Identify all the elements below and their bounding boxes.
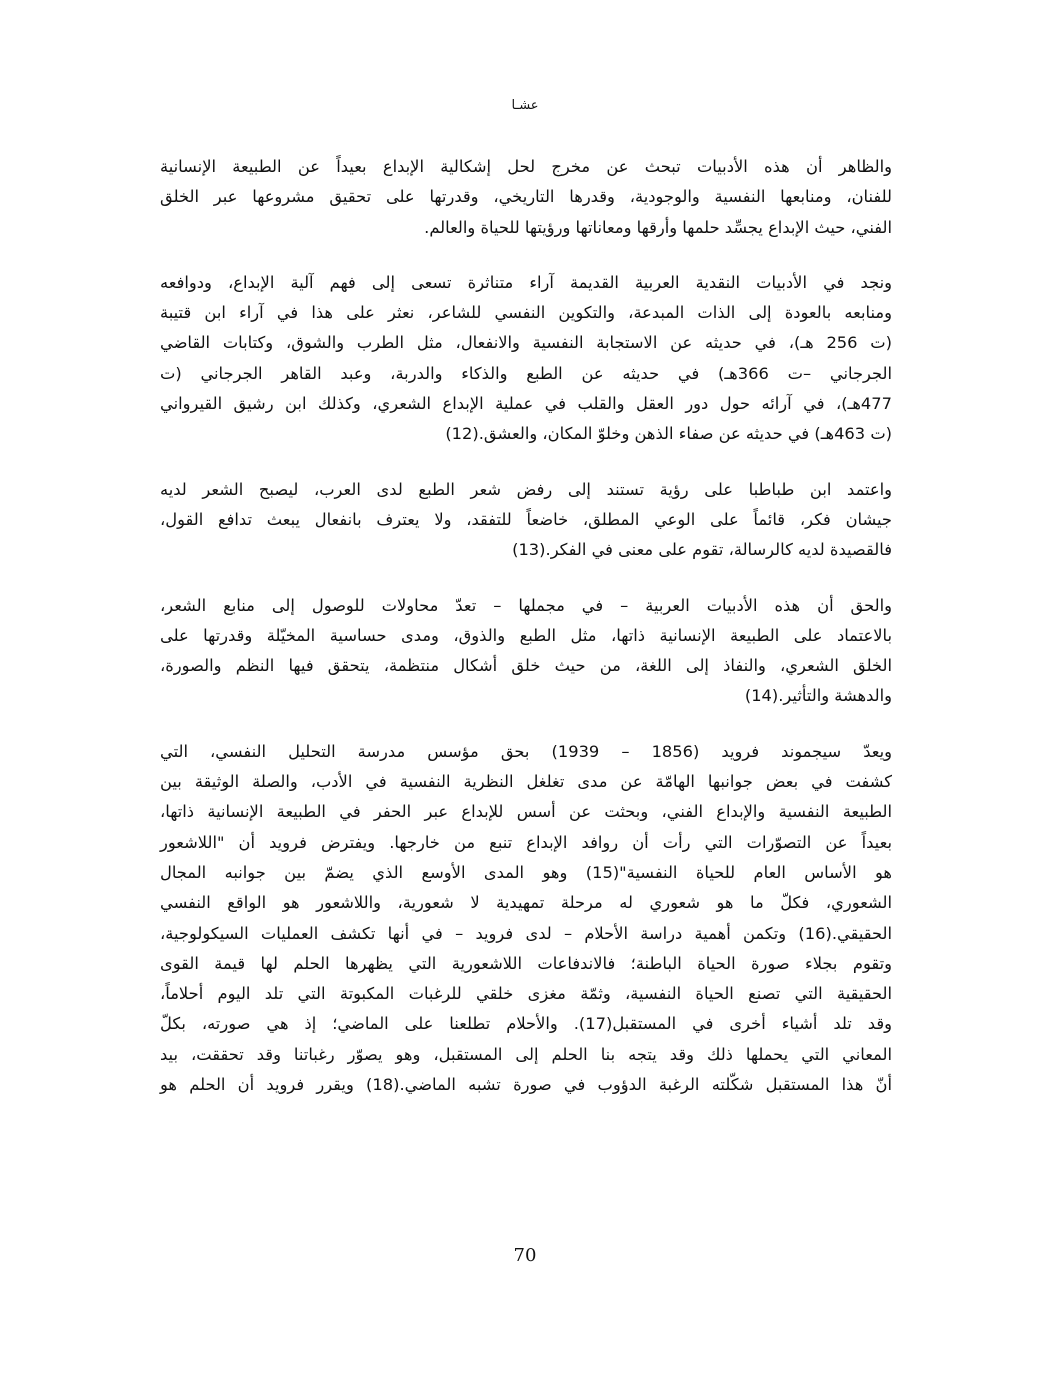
paragraph-5	[160, 737, 892, 1101]
text-line: واعتمد ابن طباطبا على رؤية تستند إلى رفض شعر الطبع لدى العرب، ليصبح الشعر لديه	[160, 479, 892, 499]
text-line: ومنابعه بالعودة إلى الذات المبدعة، والتكوين النفسي للشاعر، نعثر على هذا في آراء ابن قتيبة	[160, 303, 892, 323]
paragraph-1	[160, 152, 892, 243]
paragraph-3	[160, 475, 892, 566]
text-line: هو الأساس العام للحياة النفسية"(15) وهو المدى الأوسع الذي يضمّ بين جوانبه المجال	[160, 862, 892, 882]
text-line: والظاهر أن هذه الأدبيات تبحث عن مخرج لحل إشكالية الإبداع بعيداً عن الطبيعة الإنسانية	[160, 157, 892, 176]
text-line: الخلق الشعري، والنفاذ إلى اللغة، من حيث خلق أشكال منتظمة، يتحقق فيها النظم والصورة،	[160, 656, 892, 676]
text-line: أنّ هذا المستقبل شكّلته الرغبة الدؤوب في صورة تشبه الماضي.(18) ويقرر فرويد أن الحلم هو	[160, 1075, 893, 1095]
text-line: الفني، حيث الإبداع يجسِّد حلمها وأرقها ومعاناتها ورؤيتها للحياة والعالم.	[424, 217, 892, 237]
body-text	[160, 152, 892, 1125]
text-line: (ت 256 هـ)، في حديثه عن الاستجابة النفسية والانفعال، مثل الطرب والشوق، وكتابات القاضي	[160, 333, 892, 353]
paragraph-2	[160, 268, 892, 450]
running-header: عشـا	[511, 98, 539, 113]
text-line: ويعدّ سيجموند فرويد (1856 – 1939) بحق مؤسس مدرسة التحليل النفسي، التي	[160, 741, 892, 761]
text-line: ونجد في الأدبيات النقدية العربية القديمة آراء متناثرة تسعى إلى فهم آلية الإبداع، ودوافعه	[160, 272, 892, 292]
paragraph-4	[160, 591, 892, 712]
text-line: الجرجاني –ت 366هـ) في حديثه عن الطبع والذكاء والدربة، وعبد القاهر الجرجاني (ت	[160, 363, 892, 383]
text-line: بالاعتماد على الطبيعة الإنسانية ذاتها، مثل الطبع والذوق، ومدى حساسية المخيّلة وقدرتها على	[160, 625, 892, 645]
text-line: الشعوري، فكلّ ما هو شعوري له مرحلة تمهيدية لا شعورية، واللاشعور هو الواقع النفسي	[160, 893, 892, 913]
text-line: جيشان فكر، قائماً على الوعي المطلق، خاضعاً للتفقد، ولا يعترف بانفعال يبعث تدافع القول،	[160, 509, 892, 529]
text-line: الطبيعة النفسية والإبداع الفني، وبحثت عن أسس للإبداع عبر الحفر في الطبيعة الإنسانية ذاتها،	[160, 802, 892, 822]
text-line: كشفت في بعض جوانبها الهامّة عن مدى تغلغل النظرية النفسية في الأدب، والصلة الوثيقة بين	[160, 772, 892, 792]
text-line: بعيداً عن التصوّرات التي رأت أن روافد الإبداع تنبع من خارجها. ويفترض فرويد أن "اللاشعور	[160, 832, 892, 852]
text-line: للفنان، ومنابعها النفسية والوجودية، وقدرها التاريخي، وقدرتها على تحقيق مشروعها عبر الخلق	[160, 187, 892, 207]
text-line: 477هـ)، في آرائه حول دور العقل والقلب في عملية الإبداع الشعري، وكذلك ابن رشيق القيرواني	[160, 394, 892, 414]
text-line: وقد تلد أشياء أخرى في المستقبل(17). والأحلام تطلعنا على الماضي؛ إذ هي صورته، بكلّ	[160, 1014, 892, 1034]
text-line: والدهشة والتأثير.(14)	[744, 686, 892, 706]
page-number: 70	[513, 1245, 537, 1266]
text-line: (ت 463هـ) في حديثه عن صفاء الذهن وخلوّ المكان، والعشق.(12)	[445, 424, 892, 444]
text-line: المعاني التي يحملها ذلك وقد يتجه بنا الحلم إلى المستقبل، وهو يصوّر رغباتنا وقد تحققت، بيد	[160, 1044, 892, 1064]
text-line: فالقصيدة لديه كالرسالة، تقوم على معنى في الفكر.(13)	[512, 540, 892, 560]
text-line: وتقوم بجلاء صورة الحياة الباطنة؛ فالاندفاعات اللاشعورية التي يظهرها الحلم لها قيمة القوى	[160, 953, 892, 973]
text-line: الحقيقية التي تصنع الحياة النفسية، وثمّة مغزى خلقي للرغبات المكبوتة التي تلد اليوم أحلاماً،	[160, 984, 892, 1004]
text-line: الحقيقي.(16) وتكمن أهمية دراسة الأحلام – لدى فرويد – في أنها تكشف العمليات السيكولوجية،	[160, 923, 892, 943]
text-line: والحق أن هذه الأدبيات العربية – في مجملها – تعدّ محاولات للوصول إلى منابع الشعر،	[160, 595, 892, 615]
